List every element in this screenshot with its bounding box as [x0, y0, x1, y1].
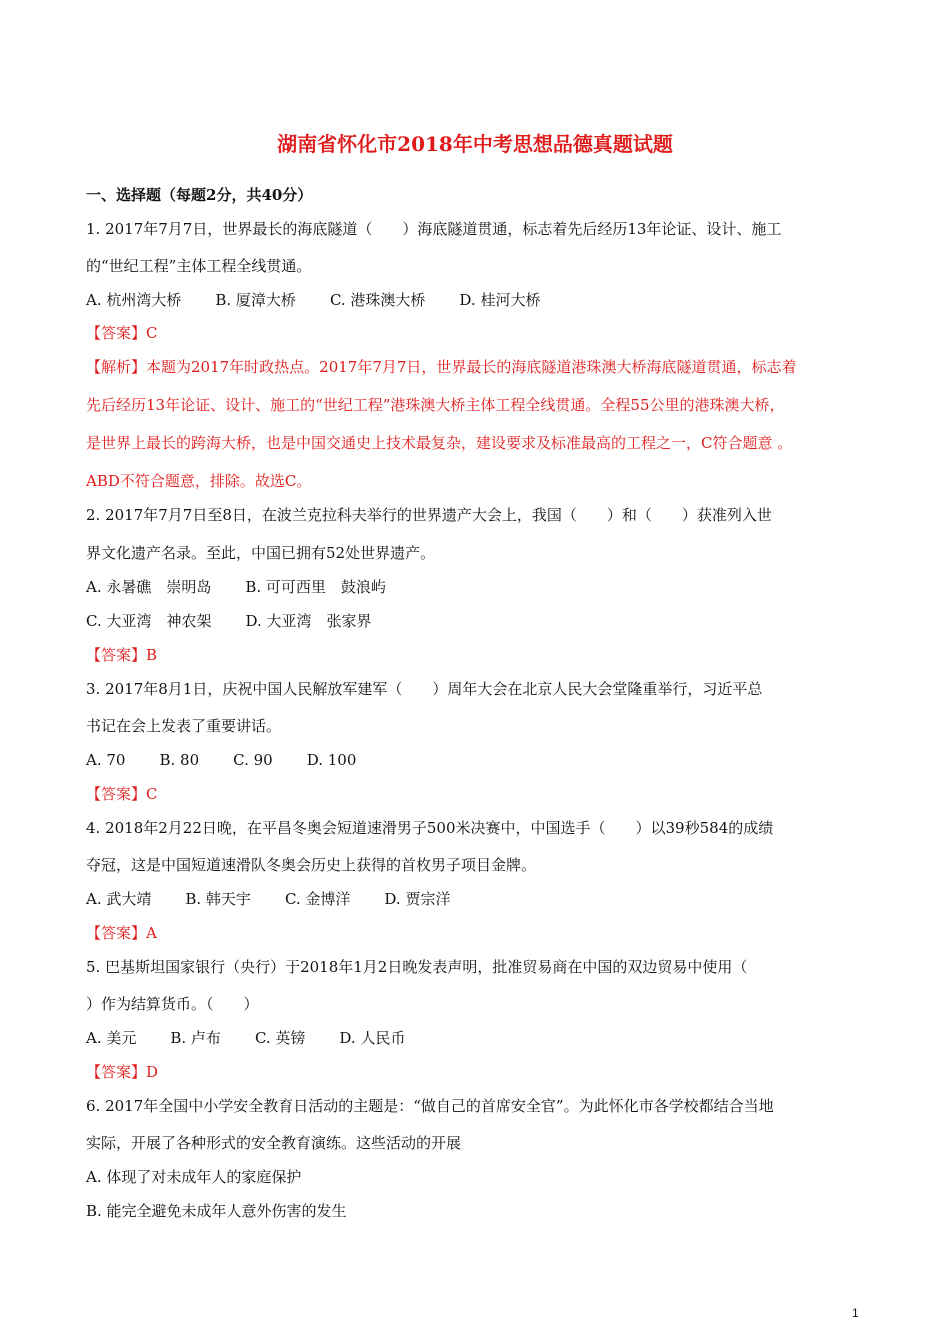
- question-4-line-1: 4. 2018年2月22日晚，在平昌冬奥会短道速滑男子500米决赛中，中国选手（ ）以39秒584的成绩: [86, 819, 774, 837]
- question-1-line-2: 的“世纪工程”主体工程全线贯通。: [86, 257, 312, 275]
- question-1-line-1: 1. 2017年7月7日，世界最长的海底隧道（ ）海底隧道贯通，标志着先后经历13年论证、设计、施工: [86, 220, 782, 238]
- option-b: B. 卢布: [170, 1029, 221, 1047]
- page-number: 1: [852, 1306, 859, 1320]
- question-4-answer: 【答案】A: [86, 924, 157, 942]
- option-d: D. 大亚湾 张家界: [245, 612, 372, 630]
- question-5-line-2: ）作为结算货币。（ ）: [86, 995, 259, 1013]
- question-2-answer: 【答案】B: [86, 646, 158, 664]
- question-2-line-1: 2. 2017年7月7日至8日，在波兰克拉科夫举行的世界遗产大会上，我国（ ）和（ ）获准列入世: [86, 506, 772, 524]
- question-1-analysis-line-3: 是世界上最长的跨海大桥，也是中国交通史上技术最复杂，建设要求及标准最高的工程之一，C符合题意 。: [86, 434, 793, 452]
- option-a: A. 美元: [86, 1029, 137, 1047]
- option-d: D. 桂河大桥: [459, 291, 541, 309]
- question-5-options: [86, 1028, 405, 1048]
- question-5-line-1: 5. 巴基斯坦国家银行（央行）于2018年1月2日晚发表声明，批准贸易商在中国的双边贸易中使用（: [86, 958, 748, 976]
- page-title: 湖南省怀化市2018年中考思想品德真题试题: [277, 132, 673, 156]
- option-d: D. 贾宗洋: [384, 890, 451, 908]
- question-3-line-1: 3. 2017年8月1日，庆祝中国人民解放军建军（ ）周年大会在北京人民大会堂隆重举行，习近平总: [86, 680, 763, 698]
- question-5-answer: 【答案】D: [86, 1063, 159, 1081]
- question-1-analysis-line-4: ABD不符合题意，排除。故选C。: [86, 472, 312, 490]
- option-c: C. 90: [233, 751, 273, 769]
- option-b: B. 可可西里 鼓浪屿: [245, 578, 386, 596]
- option-d: D. 人民币: [339, 1029, 406, 1047]
- option-b: B. 韩天宇: [185, 890, 251, 908]
- question-4-options: [86, 889, 450, 909]
- section-heading: 一、选择题（每题2分，共40分）: [86, 186, 313, 204]
- question-1-analysis-line-2: 先后经历13年论证、设计、施工的“世纪工程”港珠澳大桥主体工程全线贯通。全程55公里的港珠澳大桥，: [86, 396, 785, 414]
- question-6-option-a: A. 体现了对未成年人的家庭保护: [86, 1168, 302, 1186]
- option-c: C. 金博洋: [284, 890, 351, 908]
- question-3-options: [86, 750, 356, 770]
- question-1-answer: 【答案】C: [86, 324, 158, 342]
- question-1-analysis-line-1: 【解析】本题为2017年时政热点。2017年7月7日，世界最长的海底隧道港珠澳大桥海底隧道贯通，标志着: [86, 358, 797, 376]
- question-4-line-2: 夺冠，这是中国短道速滑队冬奥会历史上获得的首枚男子项目金牌。: [86, 856, 537, 874]
- question-2-options-row-2: [86, 611, 372, 631]
- option-b: B. 80: [159, 751, 200, 769]
- question-2-options-row-1: [86, 577, 386, 597]
- option-c: C. 港珠澳大桥: [329, 291, 426, 309]
- option-a: A. 武大靖: [86, 890, 152, 908]
- question-2-line-2: 界文化遗产名录。至此，中国已拥有52处世界遗产。: [86, 544, 436, 562]
- option-a: A. 杭州湾大桥: [86, 291, 182, 309]
- question-6-option-b: B. 能完全避免未成年人意外伤害的发生: [86, 1202, 347, 1220]
- question-6-line-1: 6. 2017年全国中小学安全教育日活动的主题是：“做自己的首席安全官”。为此怀化市各学校都结合当地: [86, 1097, 774, 1115]
- question-6-line-2: 实际，开展了各种形式的安全教育演练。这些活动的开展: [86, 1134, 462, 1152]
- option-d: D. 100: [306, 751, 357, 769]
- option-c: C. 大亚湾 神农架: [86, 612, 212, 630]
- option-a: A. 永暑礁 崇明岛: [86, 578, 212, 596]
- question-3-answer: 【答案】C: [86, 785, 158, 803]
- question-1-options: [86, 290, 540, 310]
- option-a: A. 70: [86, 751, 126, 769]
- option-c: C. 英镑: [254, 1029, 306, 1047]
- option-b: B. 厦漳大桥: [215, 291, 296, 309]
- question-3-line-2: 书记在会上发表了重要讲话。: [86, 717, 282, 735]
